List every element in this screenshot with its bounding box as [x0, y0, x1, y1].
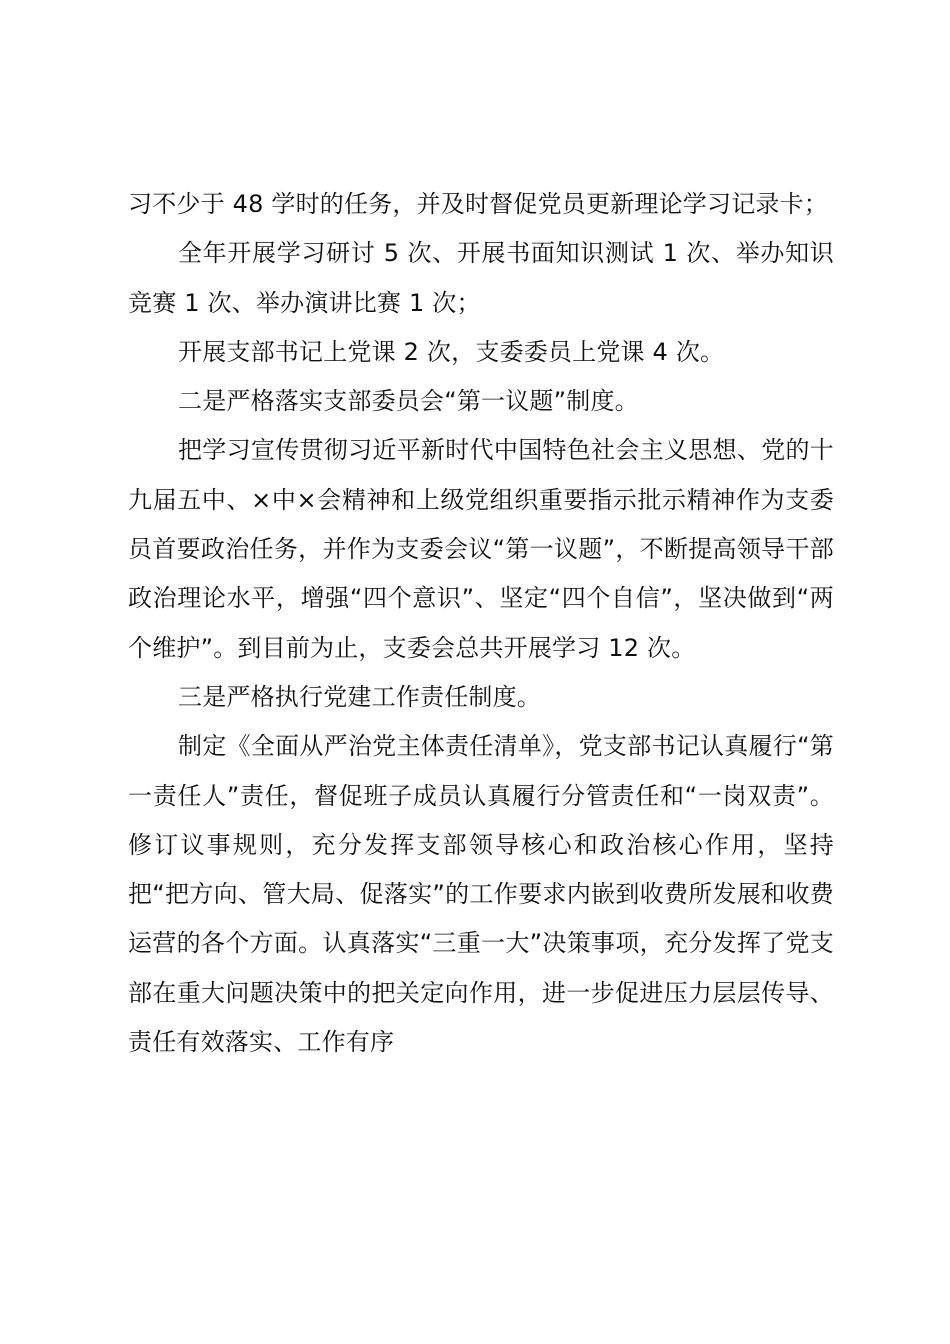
- heading-responsibility-system: 三是严格执行党建工作责任制度。: [178, 682, 541, 711]
- heading-first-agenda: 二是严格落实支部委员会“第一议题”制度。: [178, 387, 639, 416]
- paragraph-responsibility-system: 制定《全面从严治党主体责任清单》，党支部书记认真履行“第一责任人”责任，督促班子成员认真履行分管责任和“一岗双责”。修订议事规则，充分发挥支部领导核心和政治核心作用，坚持把“把方向、管大局、促落实”的工作要求内嵌到收费所发展和收费运营的各个方面。认真落实“三重一大”决策事项，充分发挥了党支部在重大问题决策中的把关定向作用，进一步促进压力层层传导、责任有效落实、工作有序: [128, 732, 834, 1057]
- paragraph-continuation: 习不少于 48 学时的任务，并及时督促党员更新理论学习记录卡；: [128, 190, 828, 218]
- paragraph-first-agenda: 把学习宣传贯彻习近平新时代中国特色社会主义思想、党的十九届五中、×中×会精神和上级党组织重要指示批示精神作为支委员首要政治任务，并作为支委会议“第一议题”，不断提高领导干部政治理论水平，增强“四个意识”、坚定“四个自信”，坚决做到“两个维护”。到目前为止，支委会总共开展学习 12 次。: [128, 436, 834, 662]
- paragraph-study-activities: 全年开展学习研讨 5 次、开展书面知识测试 1 次、举办知识竞赛 1 次、举办演讲比赛 1 次；: [128, 239, 834, 317]
- document-body: [128, 180, 834, 1067]
- paragraph-party-lectures: 开展支部书记上党课 2 次，支委委员上党课 4 次。: [178, 337, 725, 366]
